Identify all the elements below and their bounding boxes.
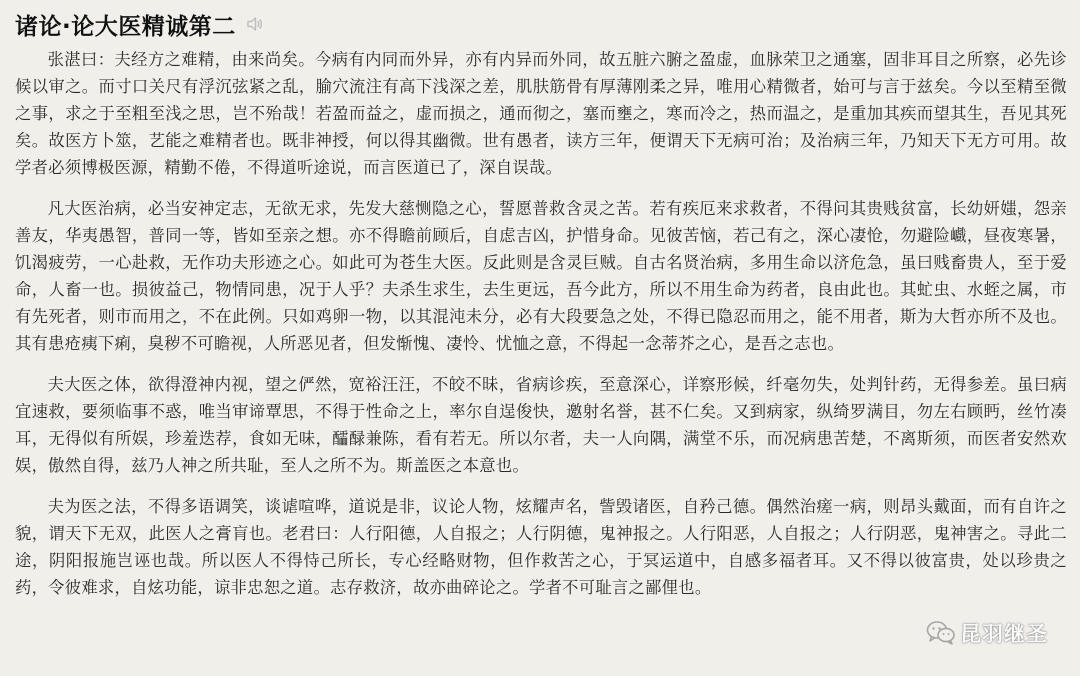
article-body [15,46,1067,601]
paragraph-3: 夫大医之体，欲得澄神内视，望之俨然，宽裕汪汪，不皎不昧，省病诊疾，至意深心，详察形候，纤毫勿失，处判针药，无得参差。虽曰病宜速救，要须临事不惑，唯当审谛覃思，不得于性命之上，率尔自逞俊快，邀射名誉，甚不仁矣。又到病家，纵绮罗满目，勿左右顾眄，丝竹凑耳，无得似有所娱，珍羞迭荐，食如无味，醽醁兼陈，看有若无。所以尔者，夫一人向隅，满堂不乐，而况病患苦楚，不离斯须，而医者安然欢娱，傲然自得，兹乃人神之所共耻，至人之所不为。斯盖医之本意也。 [15,375,1067,475]
watermark [926,618,1048,648]
title-row [15,8,264,40]
speaker-icon[interactable] [246,15,264,33]
paragraph-4: 夫为医之法，不得多语调笑，谈谑喧哗，道说是非，议论人物，炫耀声名，訾毁诸医，自矜己德。偶然治瘥一病，则昂头戴面，而有自许之貌，谓天下无双，此医人之膏肓也。老君曰：人行阳德，人自报之；人行阴德，鬼神报之。人行阳恶，人自报之；人行阴恶，鬼神害之。寻此二途，阴阳报施岂诬也哉。所以医人不得恃己所长，专心经略财物，但作救苦之心，于冥运道中，自感多福者耳。又不得以彼富贵，处以珍贵之药，令彼难求，自炫功能，谅非忠恕之道。志存救济，故亦曲碎论之。学者不可耻言之鄙俚也。 [15,497,1067,597]
paragraph-1: 张湛曰：夫经方之难精，由来尚矣。今病有内同而外异，亦有内异而外同，故五脏六腑之盈虚，血脉荣卫之通塞，固非耳目之所察，必先诊候以审之。而寸口关尺有浮沉弦紧之乱，腧穴流注有高下浅深之差，肌肤筋骨有厚薄刚柔之异，唯用心精微者，始可与言于兹矣。今以至精至微之事，求之于至粗至浅之思，岂不殆哉！若盈而益之，虚而损之，通而彻之，塞而壅之，寒而冷之，热而温之，是重加其疾而望其生，吾见其死矣。故医方卜筮，艺能之难精者也。既非神授，何以得其幽微。世有愚者，读方三年，便谓天下无病可治；及治病三年，乃知天下无方可用。故学者必须博极医源，精勤不倦，不得道听途说，而言医道已了，深自误哉。 [15,50,1067,177]
page-title: 诸论·论大医精诚第二 [15,13,236,40]
watermark-text: 昆羽继圣 [960,622,1048,646]
paragraph-2: 凡大医治病，必当安神定志，无欲无求，先发大慈恻隐之心，誓愿普救含灵之苦。若有疾厄来求救者，不得问其贵贱贫富，长幼妍媸，怨亲善友，华夷愚智，普同一等，皆如至亲之想。亦不得瞻前顾后，自虑吉凶，护惜身命。见彼苦恼，若己有之，深心凄怆，勿避险巇，昼夜寒暑，饥渴疲劳，一心赴救，无作功夫形迹之心。如此可为苍生大医。反此则是含灵巨贼。自古名贤治病，多用生命以济危急，虽曰贱畜贵人，至于爱命，人畜一也。损彼益己，物情同患，况于人乎？夫杀生求生，去生更远，吾今此方，所以不用生命为药者，良由此也。其虻虫、水蛭之属，市有先死者，则市而用之，不在此例。只如鸡卵一物，以其混沌未分，必有大段要急之处，不得已隐忍而用之，能不用者，斯为大哲亦所不及也。其有患疮痍下痢，臭秽不可瞻视，人所恶见者，但发惭愧、凄怜、忧恤之意，不得起一念蒂芥之心，是吾之志也。 [15,199,1067,353]
wechat-icon [926,620,956,646]
